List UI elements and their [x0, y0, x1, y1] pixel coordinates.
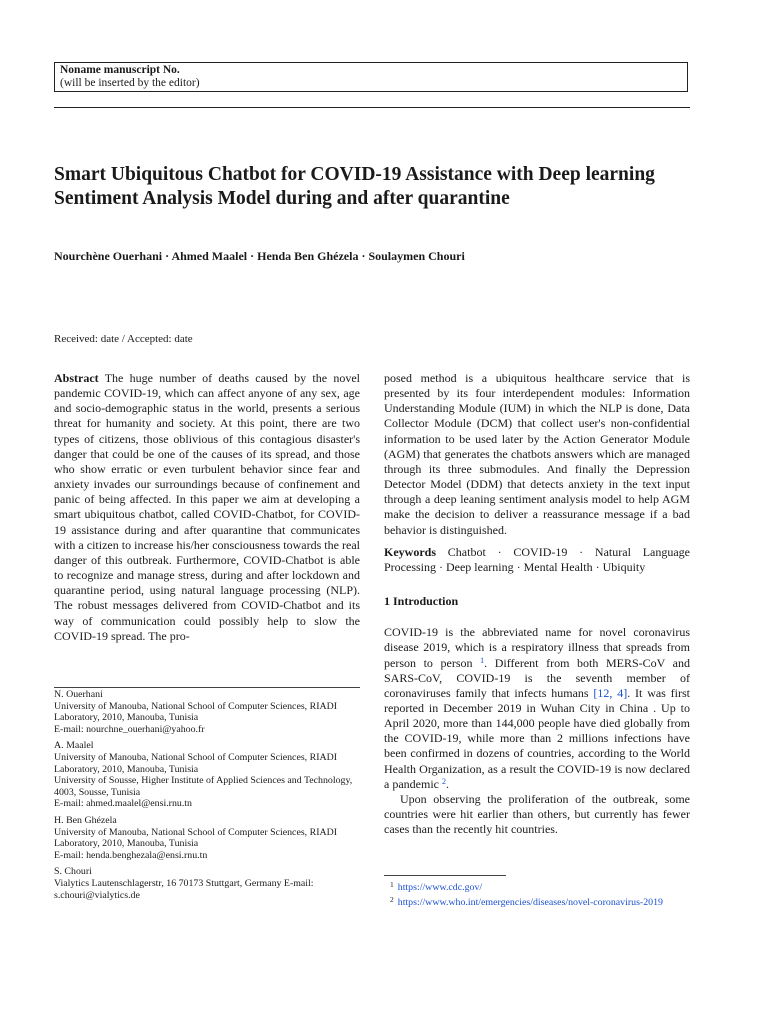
editor-note-box	[54, 62, 688, 92]
affiliation-line: University of Manouba, National School of Computer Sciences, RIADI Laboratory, 2010, Manouba, Tunisia	[54, 826, 338, 850]
intro-text-d: .	[445, 776, 449, 791]
abstract-right: posed method is a ubiquitous healthcare service that is presented by its four interdependent modules: Information Understanding Module (IUM) in which the NLP is done, Data Collector Module (DCM) that collect user's non-confidential information to be used later by the Action Generator Module (AGM) that generates the chatbots answers which are managed through its three submodules. And finally the Depression Detector Model (DDM) that detects anxiety in the text input through a deep leaning sentiment analysis model to help AGM make the decision to deliver a reassurance message if a bad behavior is distinguished.	[384, 371, 690, 537]
affiliation-author-name: N. Ouerhani	[54, 689, 103, 700]
affiliation-line: E-mail: henda.benghezala@ensi.rnu.tn	[54, 849, 208, 861]
affiliation-block	[54, 740, 360, 810]
affiliation-block	[54, 866, 360, 901]
affiliation-rule	[54, 687, 360, 688]
affiliation-author-name: H. Ben Ghézela	[54, 814, 117, 826]
editor-note: (will be inserted by the editor)	[60, 77, 200, 89]
intro-paragraph-2: Upon observing the proliferation of the outbreak, some countries were hit earlier than others, but currently has fewer cases than the recently hit countries.	[384, 791, 690, 837]
footnote-1	[384, 879, 690, 894]
right-column	[384, 371, 690, 837]
footnote-url-link[interactable]: https://www.cdc.gov/	[397, 882, 483, 893]
footnote-2	[384, 894, 690, 909]
affiliations	[54, 689, 360, 906]
affiliation-line: Vialytics Lautenschlagerstr, 16 70173 Stuttgart, Germany E-mail: s.chouri@vialytics.de	[54, 877, 314, 901]
footnote-number: 2	[390, 895, 394, 904]
affiliation-author-name: S. Chouri	[54, 866, 92, 878]
citation-link[interactable]: [12, 4]	[593, 685, 628, 700]
left-column	[54, 371, 360, 644]
intro-text-c: . It was first reported in December 2019 in Wuhan City in China . Up to April 2020, more than 144,000 people have died globally from the COVID-19, while more than 2 millions infections have been confirmed in dozens of countries, according to the World Health Organization, as a result the COVID-19 is now declared a pandemic	[384, 685, 691, 791]
footnote-number: 1	[390, 880, 394, 889]
paper-title: Smart Ubiquitous Chatbot for COVID-19 Assistance with Deep learning Sentiment Analysis Model during and after quarantine	[54, 164, 655, 209]
footnote-ref-1[interactable]: 1	[480, 655, 485, 665]
author-list: Nourchène Ouerhani · Ahmed Maalel · Henda Ben Ghézela · Soulaymen Chouri	[54, 249, 465, 263]
abstract-left	[54, 371, 360, 644]
footnote-rule	[384, 875, 506, 876]
intro-text-b: . Different from both MERS-CoV and SARS-CoV, COVID-19 is the seventh member of coronaviruses family that infects humans	[384, 655, 690, 700]
affiliation-block	[54, 815, 360, 861]
affiliation-line: University of Sousse, Higher Institute of Applied Sciences and Technology, 4003, Sousse, Tunisia	[54, 775, 353, 798]
footnote-ref-2[interactable]: 2	[441, 776, 446, 786]
affiliation-block	[54, 689, 360, 735]
affiliation-line: University of Manouba, National School of Computer Sciences, RIADI Laboratory, 2010, Manouba, Tunisia	[54, 700, 338, 724]
intro-paragraph-1	[384, 625, 690, 792]
affiliation-line: E-mail: ahmed.maalel@ensi.rnu.tn	[54, 798, 192, 810]
manuscript-number: Noname manuscript No.	[60, 64, 180, 76]
affiliation-author-name: A. Maalel	[54, 740, 94, 752]
footnotes	[384, 879, 690, 909]
affiliation-line: University of Manouba, National School of Computer Sciences, RIADI Laboratory, 2010, Manouba, Tunisia	[54, 751, 338, 775]
intro-text-a: COVID-19 is the abbreviated name for novel coronavirus disease 2019, which is a respiratory illness that spreads from person to person	[384, 625, 690, 670]
received-accepted-dates: Received: date / Accepted: date	[54, 333, 193, 345]
section-heading-introduction: 1 Introduction	[384, 594, 459, 609]
footnote-url-link[interactable]: https://www.who.int/emergencies/diseases/novel-coronavirus-2019	[397, 897, 663, 908]
keywords-text: Chatbot · COVID-19 · Natural Language Processing · Deep learning · Mental Health · Ubiquity	[384, 544, 691, 574]
keywords-label: Keywords	[384, 544, 436, 559]
header-rule	[54, 107, 690, 108]
affiliation-line: E-mail: nourchne_ouerhani@yahoo.fr	[54, 723, 205, 735]
keywords	[384, 545, 690, 575]
abstract-text-left: The huge number of deaths caused by the novel pandemic COVID-19, which can affect anyone of any sex, age and socio-demographic status in the world, presents a serious threat for humanity and society. At this point, there are two types of citizens, those oblivious of this contagious disaster's danger that could be one of the causes of its spread, and those who show erratic or even turbulent behavior since fear and anxiety invades our surroundings because of confinement and panic of being affected. In this paper we aim at developing a smart ubiquitous chatbot, called COVID-Chatbot, for COVID-19 assistance during and after quarantine that communicates with a citizen to increase his/her consciousness towards the real danger of this outbreak. Furthermore, COVID-Chatbot is able to recognize and manage stress, during and after lockdown and quarantine period, using natural language processing (NLP). The robust messages delivered from COVID-Chatbot and its way of communication could possibly help to slow the COVID-19 spread. The pro-	[54, 371, 360, 643]
abstract-label: Abstract	[54, 371, 99, 385]
